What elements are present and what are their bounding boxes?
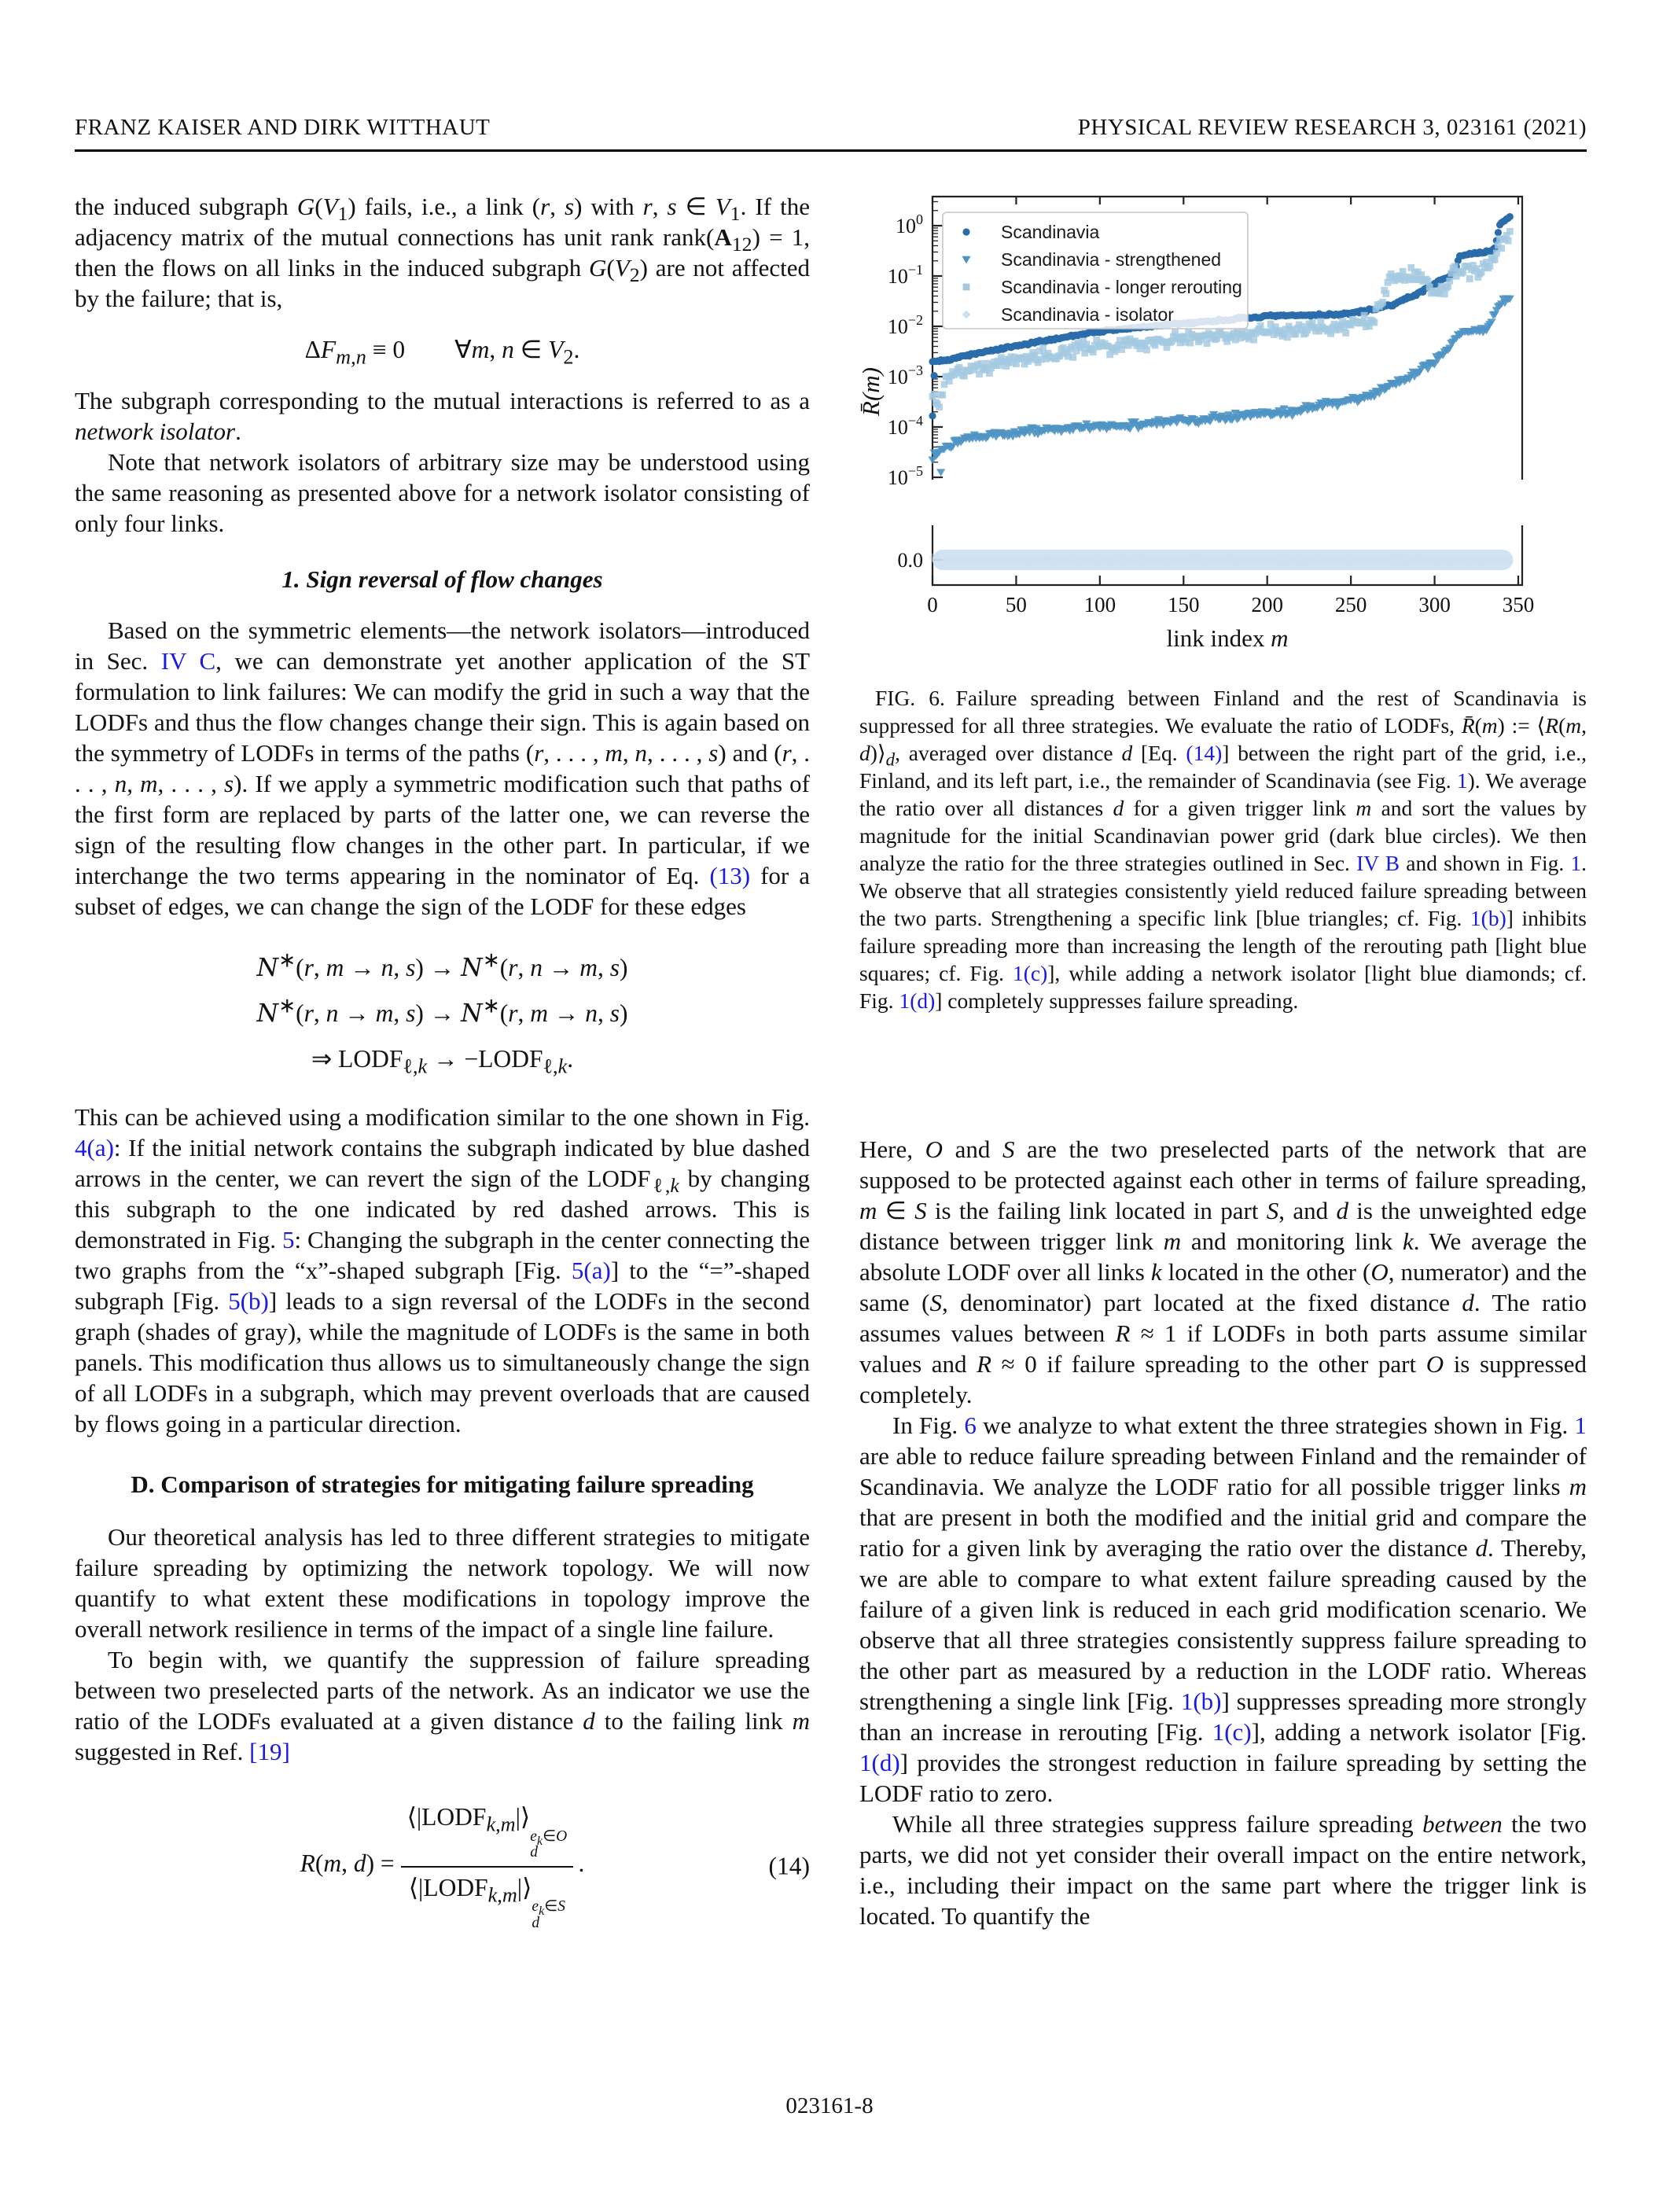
svg-text:300: 300 xyxy=(1418,593,1451,616)
equation-tail: . xyxy=(573,1849,585,1877)
paragraph: Based on the symmetric elements—the network isolators—introduced in Sec. IV C, we can demonstrate yet another application of the ST formulation to link failures: We can modify the grid in such a way that the LODFs and thus the flow changes change their sign. This is again based on the symmetry of LODFs in terms of the paths (r, . . . , m, n, . . . , s) and (r, . . . , n, m, . . . , s). If we apply a symmetric modification such that paths of the first form are replaced by parts of the latter one, we can reverse the sign of the resulting flow changes in the other part. In particular, if we interchange the two terms appearing in the nominator of Eq. (13) for a subset of edges, we can change the sign of the LODF for these edges xyxy=(75,616,811,920)
equation-line: N∗(r, m → n, s) → N∗(r, n → m, s) xyxy=(256,948,628,982)
paragraph: The subgraph corresponding to the mutual interactions is referred to as a network isolator. xyxy=(75,387,810,445)
paragraph: In Fig. 6 we analyze to what extent the three strategies shown in Fig. 1 are able to reduce failure spreading between Finland and the remainder of Scandinavia. We analyze the LODF ratio for all possible trigger links m that are present in both the modified and the initial grid and compare the ratio for a given link by averaging the ratio over the distance d. Thereby, we are able to compare to what extent failure spreading caused by the failure of a given link is reduced in each grid modification scenario. We observe that all three strategies consistently suppress failure spreading to the other part as measured by a reduction in the LODF ratio. Whereas strengthening a single link [Fig. 1(b)] suppresses spreading more strongly than an increase in rerouting [Fig. 1(c)], adding a network isolator [Fig. 1(d)] provides the strongest reduction in failure spreading by setting the LODF ratio to zero. xyxy=(859,1411,1587,1807)
paragraph: the induced subgraph $G(V_1)$ fails, i.e., a link (r, s) with r, s ∈ $V_1$. If the adjacency matrix of the mutual connections has unit rank $rank(A_{12}) = 1$, then the flows on all links in the induced subgraph $G(V_2)$ are not affected by the failure; that is, xyxy=(75,193,811,312)
svg-text:10−1: $10^{-1}$ xyxy=(887,262,923,288)
equation-line: N∗(r, n → m, s) → N∗(r, m → n, s) xyxy=(256,994,628,1028)
paragraph: Here, O and S are the two preselected parts of the network that are supposed to be protected against each other in terms of failure spreading, m ∈ S is the failing link located in part S, and d is the unweighted edge distance between trigger link m and monitoring link k. We average the absolute LODF over all links k located in the other (O, numerator) and the same (S, denominator) part located at the fixed distance d. The ratio assumes values between R ≈ 1 if LODFs in both parts assume similar values and R ≈ 0 if failure spreading to the other part O is suppressed completely. xyxy=(859,1135,1587,1408)
svg-text:10−3: $10^{-3}$ xyxy=(887,363,923,388)
svg-text:0.0: 0.0 xyxy=(897,549,923,572)
equation-line: ⇒ $LODF_{\ell,k}$ → $-LODF_{\ell,k}$. xyxy=(311,1045,574,1078)
fraction-numerator: $⟨|LODF_{k,m}|⟩$ $e_k\in O$ d xyxy=(401,1800,574,1868)
equation-fraction xyxy=(401,1800,574,1931)
paragraph: Note that network isolators of arbitrary size may be understood using the same reasoning as presented above for a network isolator consisting of only four links. xyxy=(75,448,810,537)
fraction-denominator: $⟨|LODF_{k,m}|⟩$ $e_k\in S$ d xyxy=(408,1873,566,1931)
svg-text:250: 250 xyxy=(1334,593,1367,616)
svg-text:100: 100 xyxy=(1083,593,1116,616)
header-rule xyxy=(75,149,1587,152)
figure-caption: FIG. 6. Failure spreading between Finland and the rest of Scandinavia is suppressed for all three strategies. We evaluate the ratio of LODFs, R̄(m) := ⟨R(m, $d)⟩_d$, averaged over distance d [Eq. (14)] between the right part of the grid, i.e., Finland, and its left part, i.e., the remainder of Scandinavia (see Fig. 1). We average the ratio over all distances d for a given trigger link m and sort the values by magnitude for the initial Scandinavian power grid (dark blue circles). We then analyze the ratio for the three strategies outlined in Sec. IV B and shown in Fig. 1. We observe that all strategies consistently yield reduced failure spreading between the two parts. Strengthening a specific link [blue triangles; cf. Fig. 1(b)] inhibits failure spreading more than increasing the length of the rerouting path [light blue squares; cf. Fig. 1(c)], while adding a network isolator [light blue diamonds; cf. Fig. 1(d)] completely suppresses failure spreading. xyxy=(859,686,1587,1013)
svg-text:10−2: $10^{-2}$ xyxy=(887,312,923,338)
header-authors: FRANZ KAISER AND DIRK WITTHAUT xyxy=(75,115,491,140)
svg-text:10−5: $10^{-5}$ xyxy=(887,463,923,489)
svg-text:Scandinavia - longer rerouting: Scandinavia - longer rerouting xyxy=(1001,277,1242,297)
paragraph: This can be achieved using a modification similar to the one shown in Fig. 4(a): If the initial network contains the subgraph indicated by blue dashed arrows in the center, we can revert the sign of the $LODF_{\ell,k}$ by changing this subgraph to the one indicated by red dashed arrows. This is demonstrated in Fig. 5: Changing the subgraph in the center connecting the two graphs from the “x”-shaped subgraph [Fig. 5(a)] to the “=”-shaped subgraph [Fig. 5(b)] leads to a sign reversal of the LODFs in the second graph (shades of gray), while the magnitude of LODFs is the same in both panels. This modification thus allows us to simultaneously change the sign of all LODFs in a subgraph, which may prevent overloads that are caused by flows going in a particular direction. xyxy=(75,1103,811,1437)
svg-text:link index m: link index m xyxy=(1166,624,1289,652)
svg-text:200: 200 xyxy=(1251,593,1283,616)
svg-text:350: 350 xyxy=(1502,593,1535,616)
equation-14 xyxy=(75,1800,810,1931)
running-header xyxy=(75,115,1587,141)
paragraph: While all three strategies suppress failure spreading between the two parts, we did not yet consider their overall impact on the entire network, i.e., including their impact on the same part where the trigger link is located. To quantify the xyxy=(859,1810,1587,1930)
svg-text:Scandinavia: Scandinavia xyxy=(1001,222,1100,242)
equation-number: (14) xyxy=(768,1852,810,1880)
svg-text:150: 150 xyxy=(1168,593,1200,616)
left-column xyxy=(75,191,810,1931)
equation-lhs: R(m, d) = xyxy=(300,1849,401,1877)
equation-deltaF: $\Delta F_{m,n} \equiv 0$ ∀m, n ∈ $V_2$. xyxy=(304,336,580,369)
figure-chart xyxy=(859,189,1647,668)
subsection-heading: 1. Sign reversal of flow changes xyxy=(281,565,603,593)
paragraph: To begin with, we quantify the suppression of failure spreading between two preselected parts of the network. As an indicator we use the ratio of the LODFs evaluated at a given distance d to the failing link m suggested in Ref. [19] xyxy=(75,1646,810,1765)
svg-text:50: 50 xyxy=(1005,593,1027,616)
section-heading: D. Comparison of strategies for mitigating failure spreading xyxy=(131,1470,754,1498)
svg-text:Scandinavia - strengthened: Scandinavia - strengthened xyxy=(1001,249,1222,270)
figure-6 xyxy=(859,189,1647,668)
equation-sign-reversal xyxy=(75,945,810,1081)
right-column xyxy=(859,189,1587,1931)
svg-text:Scandinavia - isolator: Scandinavia - isolator xyxy=(1001,304,1174,325)
svg-text:10−4: $10^{-4}$ xyxy=(887,413,923,439)
svg-text:R̄(m): R̄(m) xyxy=(859,367,885,416)
svg-text:100: $10^0$ xyxy=(896,212,923,237)
svg-text:0: 0 xyxy=(927,593,938,616)
header-journal: PHYSICAL REVIEW RESEARCH 3, 023161 (2021) xyxy=(1077,115,1587,140)
page-number: 023161-8 xyxy=(785,2093,874,2118)
paragraph: Our theoretical analysis has led to three different strategies to mitigate failure spreading by optimizing the network topology. We will now quantify to what extent these modifications in topology improve the overall network resilience in terms of the impact of a single line failure. xyxy=(75,1523,810,1643)
